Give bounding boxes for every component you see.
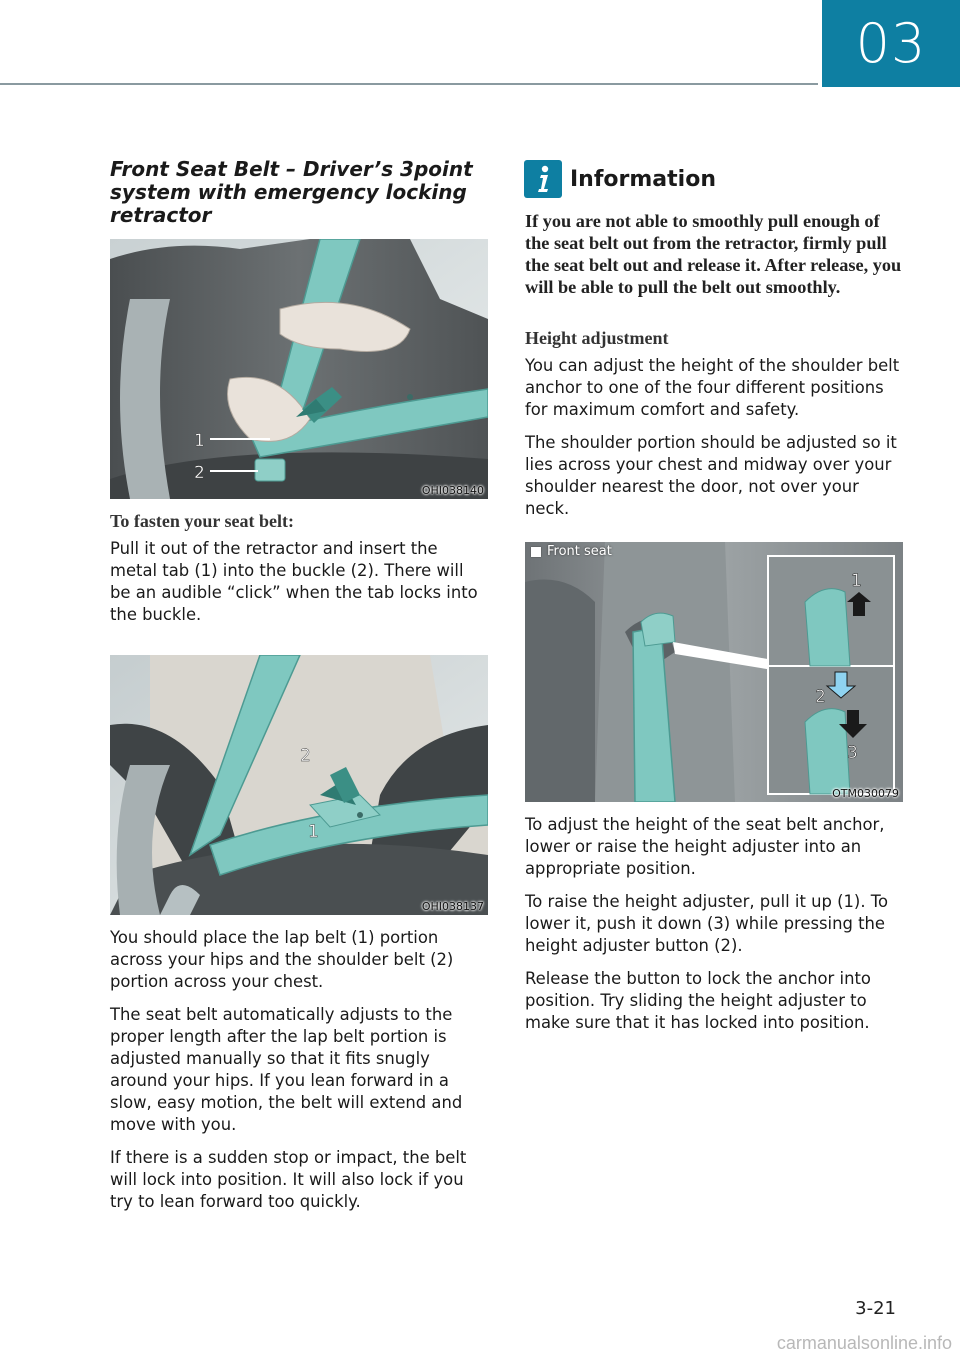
figure-code: OHI038137 [421, 900, 484, 913]
paragraph: If there is a sudden stop or impact, the belt will lock into position. It will also lock if you try to lean forward too quickly. [110, 1148, 467, 1211]
paragraph: Release the button to lock the anchor into position. Try sliding the height adjuster to make sure that it has locked into position. [525, 969, 871, 1032]
subhead-height: Height adjustment [525, 328, 669, 348]
header-rule [0, 83, 818, 85]
left-column [110, 158, 488, 1224]
callout-2: 2 [815, 687, 826, 707]
paragraph: To adjust the height of the seat belt anchor, lower or raise the height adjuster into an appropriate position. [525, 815, 885, 878]
callout-2: 2 [300, 746, 311, 766]
info-text: If you are not able to smoothly pull enough of the seat belt out from the retractor, firmly pull the seat belt out and release it. After release, you will be able to pull the belt out smoothly. [525, 211, 902, 297]
figure-height-adjuster [525, 542, 903, 802]
figure-code: OTM030079 [832, 787, 899, 800]
callout-3: 3 [847, 743, 858, 763]
callout-2: 2 [194, 463, 205, 483]
square-bullet-icon [531, 547, 541, 557]
paragraph: Pull it out of the retractor and insert the metal tab (1) into the buckle (2). There will be an audible “click” when the tab locks into the buckle. [110, 539, 478, 624]
page-number: 3-21 [855, 1298, 896, 1319]
paragraph: The seat belt automatically adjusts to the proper length after the lap belt portion is adjusted manually so that it fits snugly around your hips. If you lean forward in a slow, easy motion, the belt will extend and move with you. [110, 1005, 463, 1134]
fasten-belt-illustration [110, 239, 488, 499]
lap-belt-illustration [110, 655, 488, 915]
callout-1: 1 [194, 431, 205, 451]
figure-fasten-belt [110, 239, 488, 499]
section-title: Front Seat Belt – Driver’s 3point system with emergency locking retractor [110, 157, 473, 227]
figure-code: OHI038140 [421, 484, 484, 497]
paragraph: To raise the height adjuster, pull it up (1). To lower it, push it down (3) while pressing the height adjuster button (2). [525, 892, 888, 955]
figure-label-text: Front seat [547, 544, 612, 559]
paragraph: You can adjust the height of the shoulder belt anchor to one of the four different positions for maximum comfort and safety. [525, 356, 900, 419]
paragraph: The shoulder portion should be adjusted so it lies across your chest and midway over your shoulder nearest the door, not over your neck. [525, 433, 897, 518]
subhead-fasten: To fasten your seat belt: [110, 511, 294, 531]
info-title: Information [570, 166, 716, 192]
figure-label [531, 544, 612, 559]
figure-lap-belt [110, 655, 488, 915]
height-adjuster-illustration [525, 542, 903, 802]
callout-1: 1 [308, 822, 319, 842]
info-icon [524, 160, 562, 198]
right-column [525, 158, 903, 1045]
information-header [524, 160, 903, 198]
chapter-tab: 03 [822, 0, 960, 87]
watermark: carmanualsonline.info [776, 1333, 952, 1353]
paragraph: You should place the lap belt (1) portion across your hips and the shoulder belt (2) portion across your chest. [110, 928, 454, 991]
callout-1: 1 [851, 571, 862, 591]
